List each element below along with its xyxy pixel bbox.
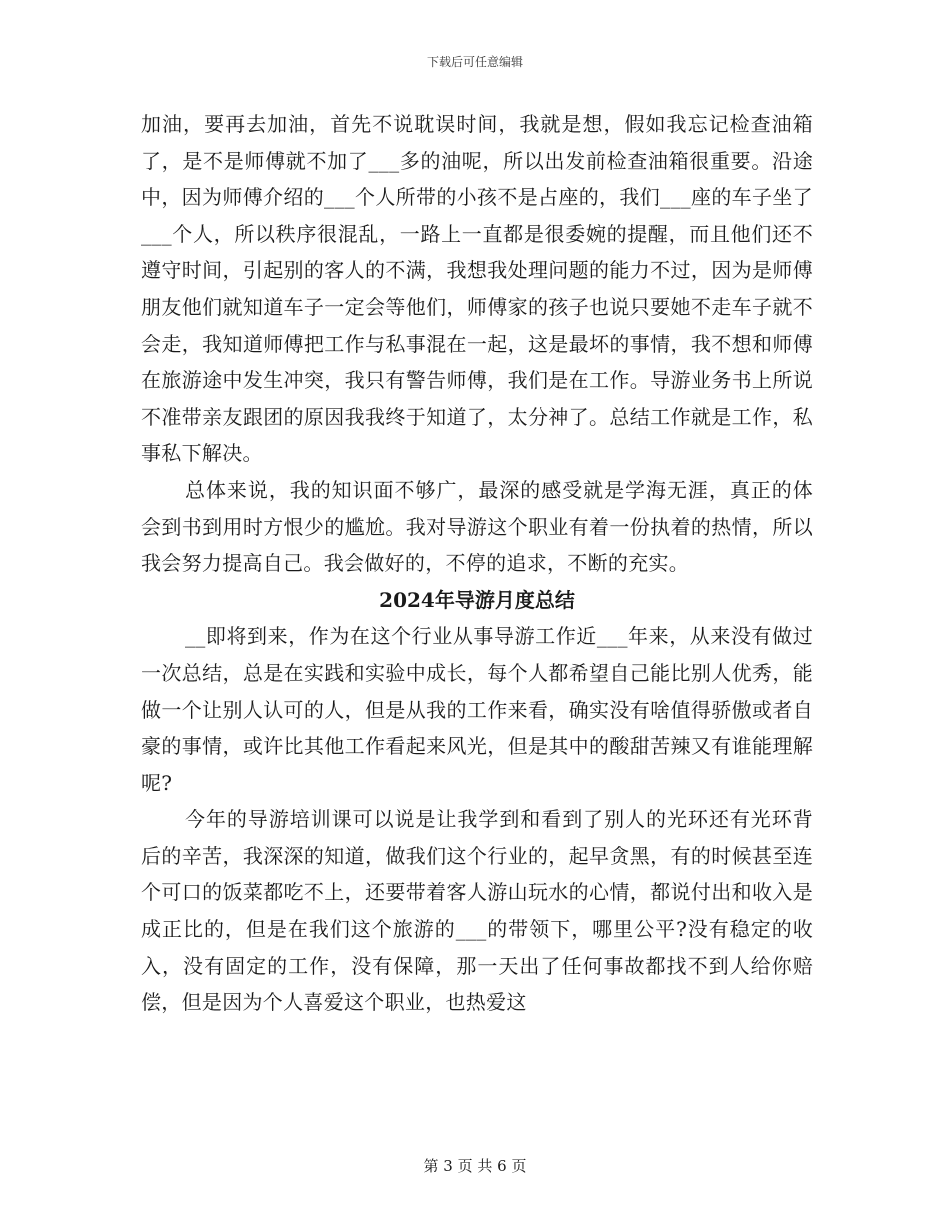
paragraph-continuation: 加油，要再去加油，首先不说耽误时间，我就是想，假如我忘记检查油箱了，是不是师傅就不加了___多的油呢，所以出发前检查油箱很重要。沿途中，因为师傅介绍的___个人所带的小孩不是占座的，我们___座的车子坐了___个人，所以秩序很混乱，一路上一直都是很委婉的提醒，而且他们还不遵守时间，引起别的客人的不满，我想我处理问题的能力不过，因为是师傅朋友他们就知道车子一定会等他们，师傅家的孩子也说只要她不走车子就不会走，我知道师傅把工作与私事混在一起，这是最坏的事情，我不想和师傅在旅游途中发生冲突，我只有警告师傅，我们是在工作。导游业务书上所说不准带亲友跟团的原因我我终于知道了，太分神了。总结工作就是工作，私事私下解决。 (141, 112, 813, 466)
document-body (141, 106, 813, 1021)
section-title: 2024年导游月度总结 (379, 587, 575, 612)
page-header: 下载后可任意编辑 (426, 55, 523, 69)
paragraph-intro: __即将到来，作为在这个行业从事导游工作近___年来，从来没有做过一次总结，总是在实践和实验中成长，每个人都希望自己能比别人优秀，能做一个让别人认可的人，但是从我的工作来看，确实没有啥值得骄傲或者自豪的事情，或许比其他工作看起来风光，但是其中的酸甜苦辣又有谁能理解呢? (141, 624, 813, 795)
page-footer: 第 3 页 共 6 页 (423, 1157, 527, 1175)
paragraph-training: 今年的导游培训课可以说是让我学到和看到了别人的光环还有光环背后的辛苦，我深深的知道，做我们这个行业的，起早贪黑，有的时候甚至连个可口的饭菜都吃不上，还要带着客人游山玩水的心情，都说付出和收入是成正比的，但是在我们这个旅游的___的带领下，哪里公平?没有稳定的收入，没有固定的工作，没有保障，那一天出了任何事故都找不到人给你赔偿，但是因为个人喜爱这个职业，也热爱这 (141, 807, 813, 1015)
paragraph-summary: 总体来说，我的知识面不够广，最深的感受就是学海无涯，真正的体会到书到用时方恨少的尴尬。我对导游这个职业有着一份执着的热情，所以我会努力提高自己。我会做好的，不停的追求，不断的充实。 (141, 477, 813, 576)
